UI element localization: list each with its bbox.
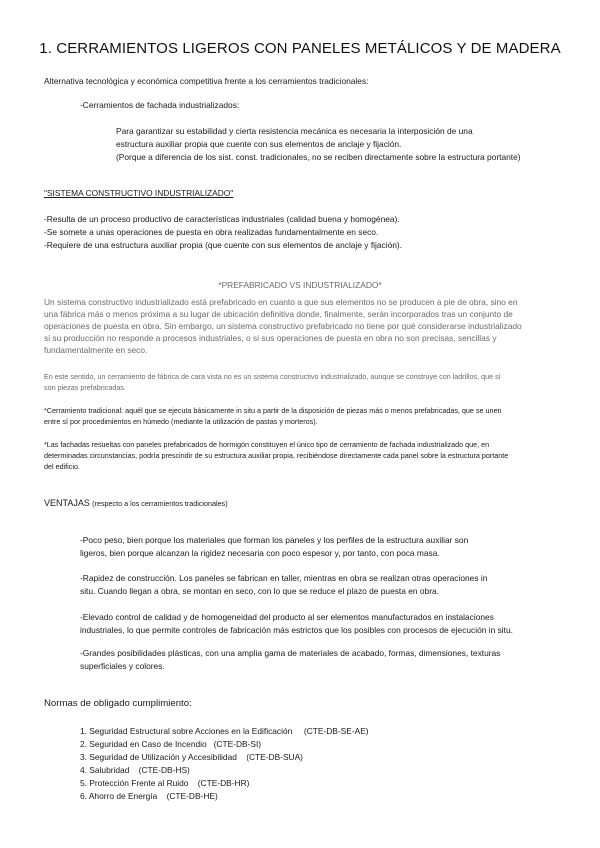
advantage-line: situ. Cuando llegan a obra, se montan en seco, con lo que se reduce el plazo de puesta en obra. — [80, 586, 439, 596]
prefab-line: operaciones de puesta en obra. Sin embargo, un sistema constructivo prefabricado no tiene por qué considerarse industrializado — [44, 321, 522, 331]
norm-item: 3. Seguridad de Utilización y Accesibilidad (CTE-DB-SUA) — [80, 752, 303, 762]
facade-line: Para garantizar su estabilidad y cierta resistencia mecánica es necesaria la interposición de una — [116, 126, 473, 136]
norm-item: 1. Seguridad Estructural sobre Acciones en la Edificación (CTE-DB-SE-AE) — [80, 726, 369, 736]
advantages-note: (respecto a los cerramientos tradicionales) — [92, 499, 228, 508]
norm-item: 6. Ahorro de Energía (CTE-DB-HE) — [80, 791, 218, 801]
prefab-example-line: En este sentido, un cerramiento de fábrica de cara vista no es un sistema constructivo industrializado, aunque se construye con ladrillos, que sí — [44, 372, 501, 381]
system-heading: "SISTEMA CONSTRUCTIVO INDUSTRIALIZADO" — [44, 188, 234, 198]
note-traditional-line: entre sí por procedimientos en húmedo (mediante la utilización de pastas y morteros). — [44, 417, 318, 426]
system-item: -Requiere de una estructura auxiliar propia (que cuente con sus elementos de anclaje y fijación). — [44, 240, 403, 250]
advantages-heading-row — [44, 498, 228, 509]
advantage-line: -Poco peso, bien porque los materiales que forman los paneles y los perfiles de la estructura auxiliar son — [80, 535, 469, 545]
intro-text: Alternativa tecnológica y económica competitiva frente a los cerramientos tradicionales: — [44, 76, 369, 86]
system-item: -Se somete a unas operaciones de puesta en obra realizadas fundamentalmente en seco. — [44, 227, 379, 237]
advantage-line: superficiales y colores. — [80, 661, 165, 671]
prefab-line: fundamentalmente en seco. — [44, 345, 148, 355]
prefab-line: Un sistema constructivo industrializado está prefabricado en cuanto a que sus elementos no se producen a pie de obra, sino en — [44, 297, 518, 307]
advantage-line: -Grandes posibilidades plásticas, con una amplia gama de materiales de acabado, formas, dimensiones, texturas — [80, 648, 501, 658]
advantage-line: ligeros, bien porque alcanzan la rigidez necesaria con poco espesor y, por tanto, con poca masa. — [80, 548, 440, 558]
prefab-line: una fábrica más o menos próxima a su lugar de ubicación definitiva donde, finalmente, serán incorporados tras un conjunto de — [44, 309, 513, 319]
norm-item: 4. Salubridad (CTE-DB-HS) — [80, 765, 190, 775]
page-title: 1. CERRAMIENTOS LIGEROS CON PANELES METÁLICOS Y DE MADERA — [39, 40, 561, 57]
facade-line: (Porque a diferencia de los sist. const. tradicionales, no se reciben directamente sobre la estructura portante) — [116, 152, 521, 162]
prefab-example-line: son piezas prefabricadas. — [44, 383, 126, 392]
note-facades-line: *Las fachadas resueltas con paneles prefabricados de hormigón constituyen el único tipo de cerramiento de fachada industrializado que, en — [44, 440, 490, 449]
norm-item: 2. Seguridad en Caso de Incendio (CTE-DB-SI) — [80, 739, 262, 749]
advantage-line: -Elevado control de calidad y de homogeneidad del producto al ser elementos manufacturados en instalaciones — [80, 612, 494, 622]
note-facades-line: del edificio. — [44, 462, 80, 471]
facade-heading: -Cerramientos de fachada industrializados: — [80, 100, 240, 110]
advantage-line: -Rapidez de construcción. Los paneles se fabrican en taller, mientras en obra se realizan otras operaciones in — [80, 573, 488, 583]
system-item: -Resulta de un proceso productivo de características industriales (calidad buena y homogénea). — [44, 214, 400, 224]
norm-item: 5. Protección Frente al Ruido (CTE-DB-HR) — [80, 778, 250, 788]
advantage-line: industriales, lo que permite controles de fabricación más estrictos que los posibles con procesos de ejecución in situ. — [80, 625, 513, 635]
norms-heading: Normas de obligado cumplimiento: — [44, 698, 192, 709]
prefab-line: si su producción no responde a procesos industriales, o si sus operaciones de puesta en obra no son precisas, sencillas y — [44, 333, 497, 343]
facade-line: estructura auxiliar propia que cuente con sus elementos de anclaje y fijación. — [116, 139, 402, 149]
prefab-heading: *PREFABRICADO VS INDUSTRIALIZADO* — [218, 280, 382, 290]
advantages-heading: VENTAJAS — [44, 498, 90, 508]
note-facades-line: determinadas circunstancias, podría prescindir de su estructura auxiliar propia, recibiéndose directamente cada panel sobre la estructura portante — [44, 451, 509, 460]
note-traditional-line: *Cerramiento tradicional: aquél que se ejecuta básicamente in situ a partir de la disposición de piezas más o menos prefabricadas, que se unen — [44, 406, 502, 415]
